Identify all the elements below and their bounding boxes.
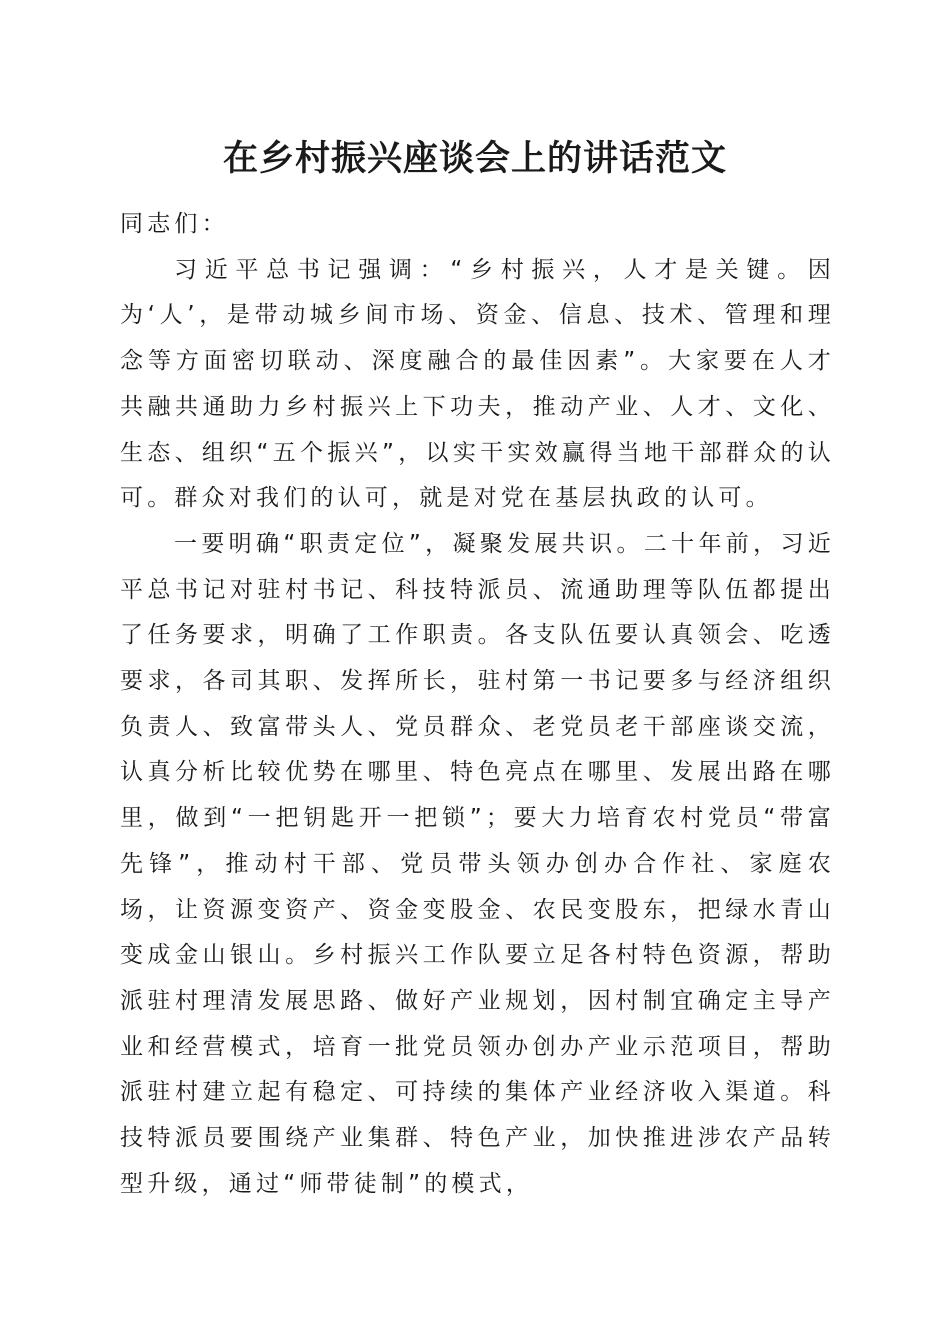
paragraph-1: 习近平总书记强调：“乡村振兴，人才是关键。因为‘人’，是带动城乡间市场、资金、信息、技术、管理和理念等方面密切联动、深度融合的最佳因素”。大家要在人才共融共通助力乡村振兴上下功夫，推动产业、人才、文化、生态、组织“五个振兴”，以实干实效赢得当地干部群众的认可。群众对我们的认可，就是对党在基层执政的认可。 [120, 256, 835, 512]
document-body [120, 202, 835, 1207]
paragraph-2: 一要明确“职责定位”，凝聚发展共识。二十年前，习近平总书记对驻村书记、科技特派员、流通助理等队伍都提出了任务要求，明确了工作职责。各支队伍要认真领会、吃透要求，各司其职、发挥所长，驻村第一书记要多与经济组织负责人、致富带头人、党员群众、老党员老干部座谈交流，认真分析比较优势在哪里、特色亮点在哪里、发展出路在哪里，做到“一把钥匙开一把锁”；要大力培育农村党员“带富先锋”，推动村干部、党员带头领办创办合作社、家庭农场，让资源变资产、资金变股金、农民变股东，把绿水青山变成金山银山。乡村振兴工作队要立足各村特色资源，帮助派驻村理清发展思路、做好产业规划，因村制宜确定主导产业和经营模式，培育一批党员领办创办产业示范项目，帮助派驻村建立起有稳定、可持续的集体产业经济收入渠道。科技特派员要围绕产业集群、特色产业，加快推进涉农产品转型升级，通过“师带徒制”的模式， [120, 530, 835, 1197]
document-title: 在乡村振兴座谈会上的讲话范文 [222, 138, 727, 179]
salutation: 同志们： [120, 211, 229, 237]
